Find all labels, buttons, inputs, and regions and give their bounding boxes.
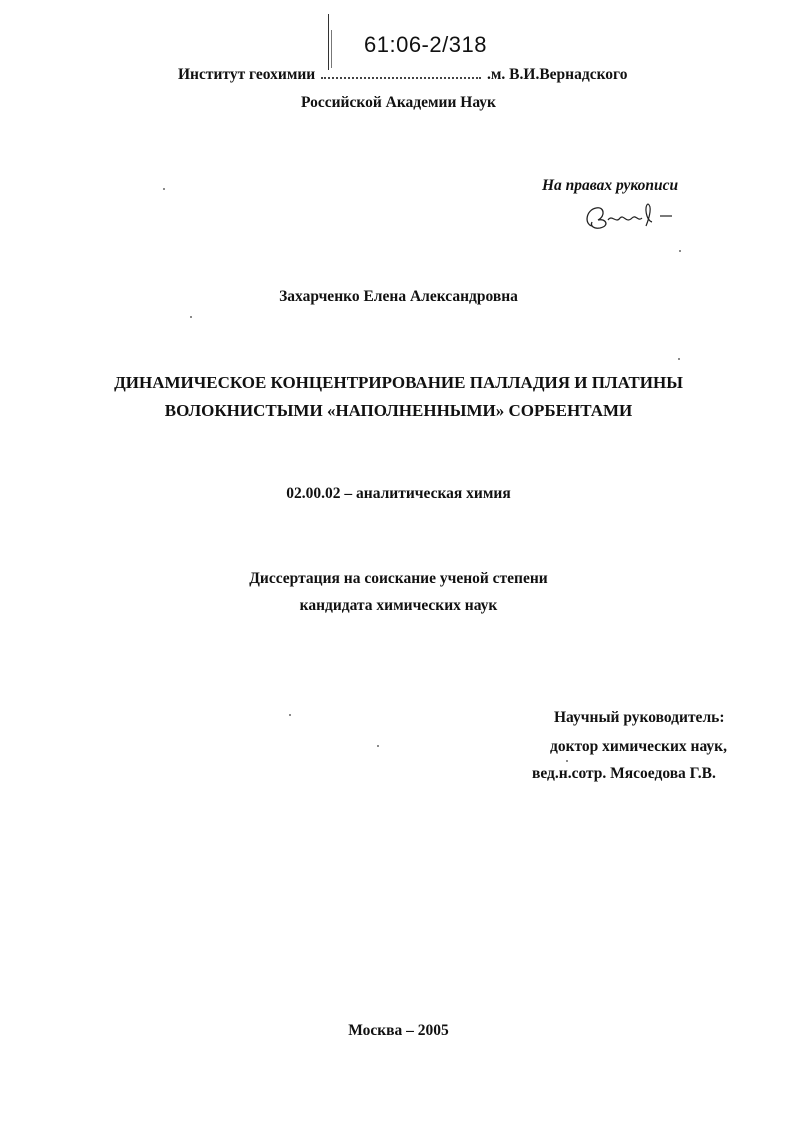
- library-stamp-code: 61:06-2/318: [364, 32, 487, 57]
- institution-line-1: [178, 66, 678, 84]
- scan-speck: [678, 358, 680, 360]
- stamp-margin-line: [328, 14, 329, 70]
- author-signature: [580, 196, 680, 236]
- institution-obscured-text: [321, 67, 481, 79]
- scan-speck: [377, 745, 379, 747]
- institution-name-end: .м. В.И.Вернадского: [487, 66, 628, 83]
- institution-name-start: Институт геохимии: [178, 66, 316, 83]
- city-year: Москва – 2005: [348, 1022, 449, 1039]
- supervisor-label: Научный руководитель:: [554, 709, 725, 726]
- manuscript-rights-note: На правах рукописи: [542, 177, 679, 194]
- scan-speck: [679, 250, 681, 252]
- degree-line-1: Диссертация на соискание ученой степени: [249, 570, 548, 587]
- scan-speck: [289, 714, 291, 716]
- specialty-code: 02.00.02 – аналитическая химия: [286, 485, 511, 502]
- institution-line-2: Российской Академии Наук: [301, 94, 496, 111]
- author-name: Захарченко Елена Александровна: [279, 288, 518, 305]
- supervisor-name: вед.н.сотр. Мясоедова Г.В.: [532, 765, 716, 782]
- scan-speck: [566, 760, 568, 762]
- dissertation-title-line-2: ВОЛОКНИСТЫМИ «НАПОЛНЕННЫМИ» СОРБЕНТАМИ: [164, 401, 633, 420]
- degree-line-2: кандидата химических наук: [299, 597, 498, 614]
- stamp-margin-line-secondary: [331, 30, 332, 68]
- scan-speck: [163, 188, 165, 190]
- scan-speck: [190, 316, 192, 318]
- dissertation-title-line-1: ДИНАМИЧЕСКОЕ КОНЦЕНТРИРОВАНИЕ ПАЛЛАДИЯ И ПЛАТИНЫ: [114, 373, 683, 392]
- supervisor-degree: доктор химических наук,: [550, 738, 727, 755]
